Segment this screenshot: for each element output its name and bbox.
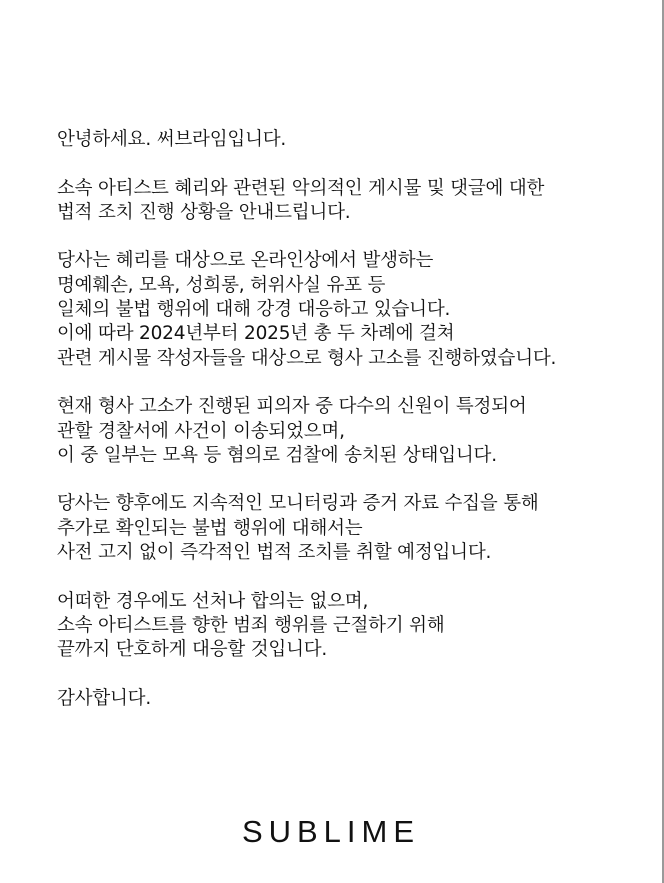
no-leniency-paragraph <box>57 590 657 663</box>
closing-line: 감사합니다. <box>57 687 152 709</box>
legal-action-paragraph <box>57 249 657 370</box>
greeting-line: 안녕하세요. 써브라임입니다. <box>57 129 287 150</box>
greeting-paragraph <box>57 128 657 152</box>
text-line: 추가로 확인되는 불법 행위에 대해서는 <box>57 517 363 539</box>
text-line: 이에 따라 2024년부터 2025년 총 두 차례에 걸쳐 <box>57 323 455 345</box>
text-line: 관련 게시물 작성자들을 대상으로 형사 고소를 진행하였습니다. <box>57 347 557 369</box>
text-line: 당사는 혜리를 대상으로 온라인상에서 발생하는 <box>57 250 434 272</box>
future-action-paragraph <box>57 492 657 565</box>
text-line: 일체의 불법 행위에 대해 강경 대응하고 있습니다. <box>57 299 451 321</box>
text-line: 어떠한 경우에도 선처나 합의는 없으며, <box>57 590 369 612</box>
text-line: 소속 아티스트를 향한 범죄 행위를 근절하기 위해 <box>57 614 445 636</box>
status-paragraph <box>57 395 657 468</box>
text-line: 관할 경찰서에 사건이 이송되었으며, <box>57 420 345 442</box>
sublime-logo: SUBLIME <box>241 814 421 849</box>
text-line: 끝까지 단호하게 대응할 것입니다. <box>57 639 328 661</box>
text-line: 법적 조치 진행 상황을 안내드립니다. <box>57 201 351 223</box>
notice-body <box>57 128 657 735</box>
text-line: 명예훼손, 모욕, 성희롱, 허위사실 유포 등 <box>57 274 386 296</box>
text-line: 소속 아티스트 혜리와 관련된 악의적인 게시물 및 댓글에 대한 <box>57 177 545 199</box>
text-line: 사전 고지 없이 즉각적인 법적 조치를 취할 예정입니다. <box>57 542 492 564</box>
text-line: 현재 형사 고소가 진행된 피의자 중 다수의 신원이 특정되어 <box>57 396 527 418</box>
text-line: 이 중 일부는 모욕 등 혐의로 검찰에 송치된 상태입니다. <box>57 444 497 466</box>
text-line: 당사는 향후에도 지속적인 모니터링과 증거 자료 수집을 통해 <box>57 493 539 515</box>
intro-paragraph <box>57 177 657 226</box>
closing-paragraph <box>57 687 657 711</box>
